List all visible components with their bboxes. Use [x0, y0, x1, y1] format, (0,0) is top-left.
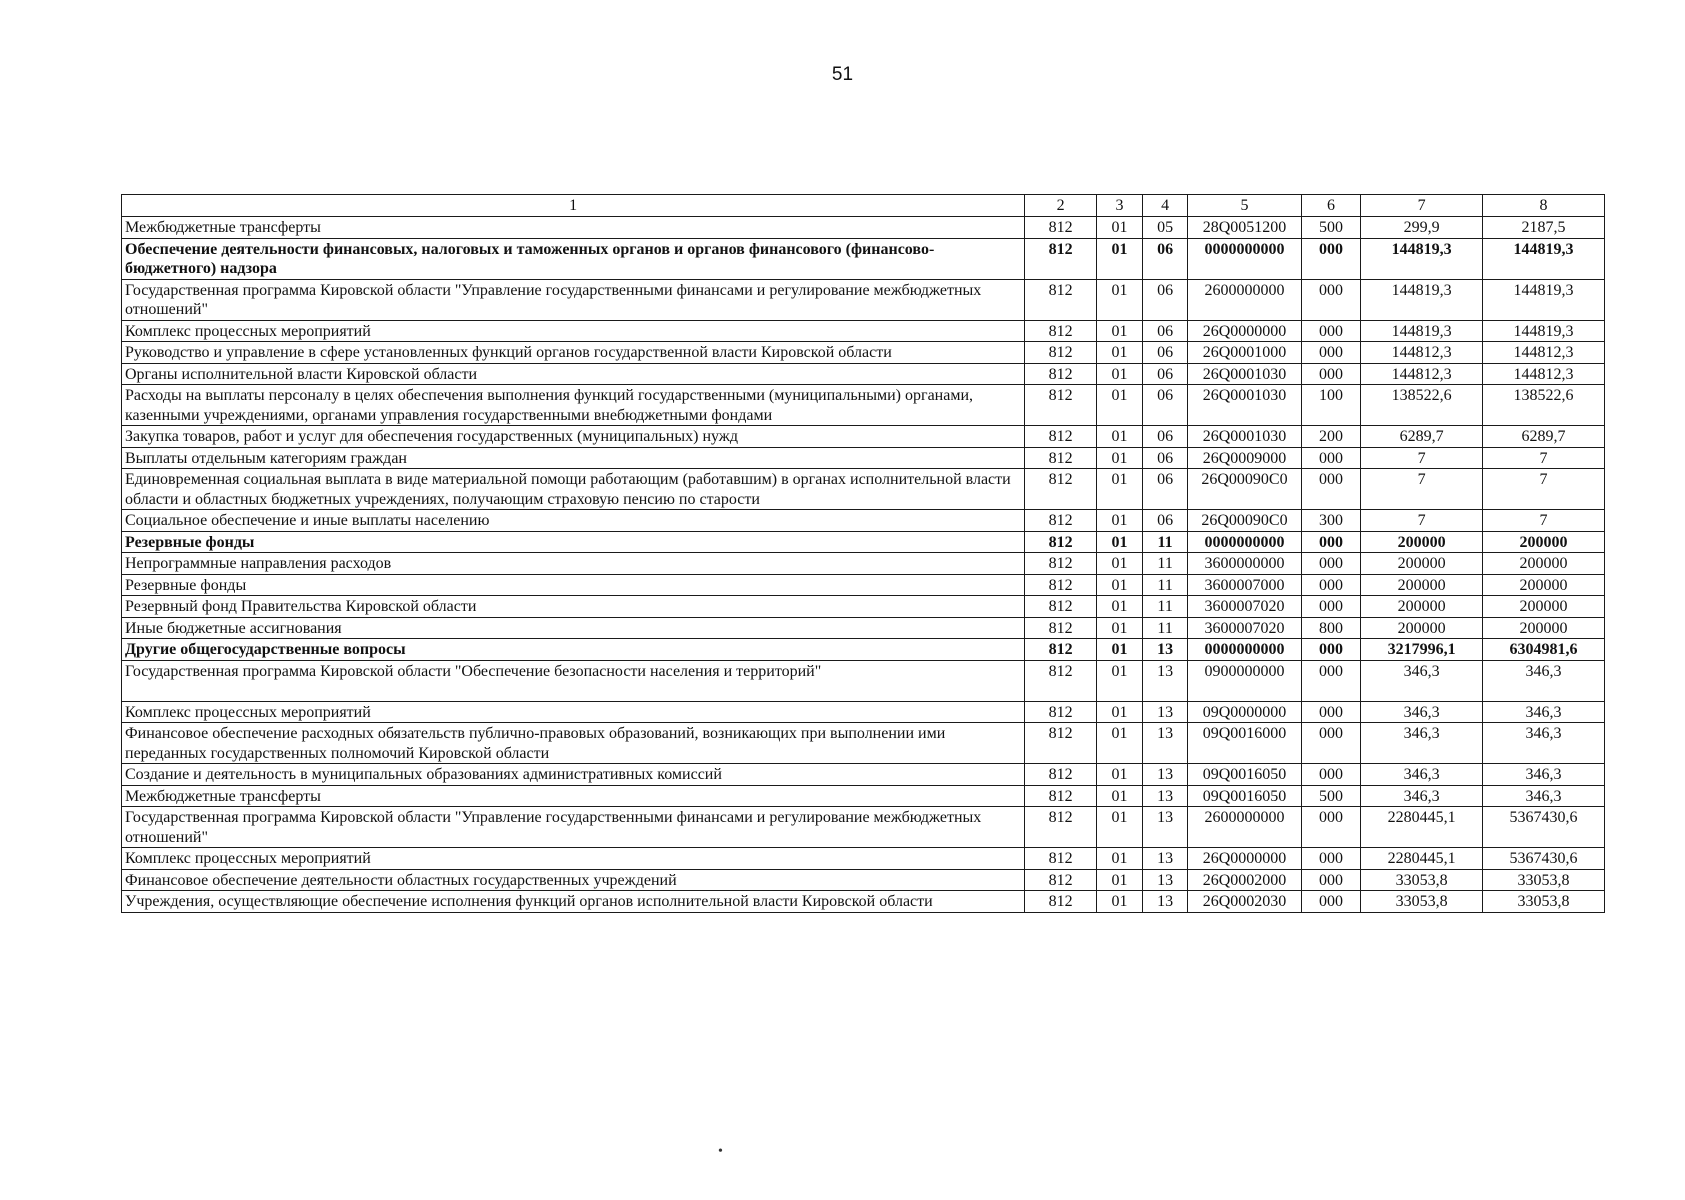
col-5-value: 09Q0016000 — [1188, 723, 1302, 764]
col-6-value: 800 — [1301, 617, 1360, 639]
col-3-value: 01 — [1097, 617, 1143, 639]
col-5-value: 3600000000 — [1188, 553, 1302, 575]
col-8-value: 144812,3 — [1483, 342, 1605, 364]
row-name: Межбюджетные трансферты — [122, 217, 1025, 239]
col-4-value: 13 — [1143, 660, 1188, 701]
col-3-value: 01 — [1097, 764, 1143, 786]
header-cell-8: 8 — [1483, 195, 1605, 217]
table-row — [122, 510, 1605, 532]
col-2-value: 812 — [1025, 469, 1097, 510]
row-name: Финансовое обеспечение расходных обязательств публично-правовых образований, возникающих при выполнении ими переданных государственных полномочий Кировской области — [122, 723, 1025, 764]
row-name: Единовременная социальная выплата в виде материальной помощи работающим (работавшим) в органах исполнительной власти области и областных бюджетных учреждениях, получающим страховую пенсию по старости — [122, 469, 1025, 510]
col-5-value: 0900000000 — [1188, 660, 1302, 701]
row-name: Создание и деятельность в муниципальных образованиях административных комиссий — [122, 764, 1025, 786]
col-3-value: 01 — [1097, 891, 1143, 913]
header-cell-3: 3 — [1097, 195, 1143, 217]
col-6-value: 000 — [1301, 238, 1360, 279]
col-7-value: 33053,8 — [1361, 891, 1483, 913]
col-5-value: 26Q00090C0 — [1188, 510, 1302, 532]
col-8-value: 346,3 — [1483, 785, 1605, 807]
col-7-value: 33053,8 — [1361, 869, 1483, 891]
scan-artifact: • — [718, 1144, 723, 1159]
header-cell-4: 4 — [1143, 195, 1188, 217]
row-name: Иные бюджетные ассигнования — [122, 617, 1025, 639]
table-row — [122, 385, 1605, 426]
col-6-value: 000 — [1301, 342, 1360, 364]
col-3-value: 01 — [1097, 869, 1143, 891]
col-4-value: 06 — [1143, 385, 1188, 426]
table-row — [122, 764, 1605, 786]
col-5-value: 09Q0000000 — [1188, 701, 1302, 723]
col-6-value: 500 — [1301, 217, 1360, 239]
col-8-value: 144819,3 — [1483, 320, 1605, 342]
col-6-value: 000 — [1301, 596, 1360, 618]
table-row — [122, 574, 1605, 596]
row-name: Органы исполнительной власти Кировской области — [122, 363, 1025, 385]
col-3-value: 01 — [1097, 723, 1143, 764]
col-8-value: 7 — [1483, 447, 1605, 469]
col-8-value: 6289,7 — [1483, 426, 1605, 448]
col-4-value: 06 — [1143, 279, 1188, 320]
col-3-value: 01 — [1097, 447, 1143, 469]
col-6-value: 200 — [1301, 426, 1360, 448]
col-2-value: 812 — [1025, 385, 1097, 426]
col-5-value: 26Q0000000 — [1188, 848, 1302, 870]
row-name: Государственная программа Кировской области "Управление государственными финансами и регулирование межбюджетных отношений" — [122, 279, 1025, 320]
row-name: Резервные фонды — [122, 574, 1025, 596]
col-8-value: 33053,8 — [1483, 869, 1605, 891]
table-row — [122, 848, 1605, 870]
col-7-value: 200000 — [1361, 596, 1483, 618]
col-8-value: 200000 — [1483, 531, 1605, 553]
col-6-value: 000 — [1301, 723, 1360, 764]
col-3-value: 01 — [1097, 363, 1143, 385]
table-row — [122, 807, 1605, 848]
col-6-value: 000 — [1301, 807, 1360, 848]
header-row — [122, 195, 1605, 217]
col-6-value: 000 — [1301, 320, 1360, 342]
col-5-value: 3600007020 — [1188, 596, 1302, 618]
col-8-value: 7 — [1483, 510, 1605, 532]
table-row — [122, 617, 1605, 639]
row-name: Резервные фонды — [122, 531, 1025, 553]
col-4-value: 11 — [1143, 596, 1188, 618]
table-row — [122, 660, 1605, 701]
col-2-value: 812 — [1025, 848, 1097, 870]
col-6-value: 000 — [1301, 891, 1360, 913]
table-row — [122, 217, 1605, 239]
table-row — [122, 553, 1605, 575]
col-2-value: 812 — [1025, 553, 1097, 575]
col-7-value: 346,3 — [1361, 660, 1483, 701]
col-7-value: 200000 — [1361, 553, 1483, 575]
col-8-value: 144819,3 — [1483, 279, 1605, 320]
col-4-value: 13 — [1143, 891, 1188, 913]
col-8-value: 144819,3 — [1483, 238, 1605, 279]
col-3-value: 01 — [1097, 320, 1143, 342]
col-4-value: 11 — [1143, 574, 1188, 596]
col-8-value: 200000 — [1483, 553, 1605, 575]
col-3-value: 01 — [1097, 639, 1143, 661]
col-6-value: 000 — [1301, 531, 1360, 553]
col-7-value: 346,3 — [1361, 764, 1483, 786]
row-name: Руководство и управление в сфере установленных функций органов государственной власти Кировской области — [122, 342, 1025, 364]
row-name: Межбюджетные трансферты — [122, 785, 1025, 807]
col-2-value: 812 — [1025, 869, 1097, 891]
col-5-value: 26Q0001030 — [1188, 426, 1302, 448]
col-4-value: 13 — [1143, 785, 1188, 807]
col-6-value: 000 — [1301, 848, 1360, 870]
col-5-value: 2600000000 — [1188, 279, 1302, 320]
col-4-value: 06 — [1143, 469, 1188, 510]
col-8-value: 5367430,6 — [1483, 807, 1605, 848]
col-6-value: 000 — [1301, 447, 1360, 469]
col-6-value: 000 — [1301, 660, 1360, 701]
col-2-value: 812 — [1025, 510, 1097, 532]
col-2-value: 812 — [1025, 531, 1097, 553]
table-row — [122, 785, 1605, 807]
col-3-value: 01 — [1097, 217, 1143, 239]
col-7-value: 144819,3 — [1361, 238, 1483, 279]
col-8-value: 2187,5 — [1483, 217, 1605, 239]
row-name: Закупка товаров, работ и услуг для обеспечения государственных (муниципальных) нужд — [122, 426, 1025, 448]
table-row — [122, 342, 1605, 364]
col-2-value: 812 — [1025, 238, 1097, 279]
col-4-value: 05 — [1143, 217, 1188, 239]
col-8-value: 346,3 — [1483, 723, 1605, 764]
col-7-value: 346,3 — [1361, 785, 1483, 807]
header-cell-6: 6 — [1301, 195, 1360, 217]
col-8-value: 346,3 — [1483, 701, 1605, 723]
col-4-value: 11 — [1143, 531, 1188, 553]
table-row — [122, 639, 1605, 661]
table-row — [122, 279, 1605, 320]
col-2-value: 812 — [1025, 320, 1097, 342]
col-7-value: 200000 — [1361, 531, 1483, 553]
col-7-value: 3217996,1 — [1361, 639, 1483, 661]
col-7-value: 346,3 — [1361, 701, 1483, 723]
col-8-value: 6304981,6 — [1483, 639, 1605, 661]
page-number: 51 — [831, 64, 854, 85]
col-2-value: 812 — [1025, 596, 1097, 618]
col-4-value: 06 — [1143, 447, 1188, 469]
col-8-value: 7 — [1483, 469, 1605, 510]
row-name: Комплекс процессных мероприятий — [122, 848, 1025, 870]
col-2-value: 812 — [1025, 426, 1097, 448]
col-8-value: 200000 — [1483, 596, 1605, 618]
col-7-value: 200000 — [1361, 574, 1483, 596]
col-5-value: 26Q0001030 — [1188, 385, 1302, 426]
col-2-value: 812 — [1025, 279, 1097, 320]
col-5-value: 26Q0009000 — [1188, 447, 1302, 469]
col-8-value: 5367430,6 — [1483, 848, 1605, 870]
col-3-value: 01 — [1097, 553, 1143, 575]
table-row — [122, 447, 1605, 469]
header-cell-2: 2 — [1025, 195, 1097, 217]
row-name: Комплекс процессных мероприятий — [122, 701, 1025, 723]
col-2-value: 812 — [1025, 342, 1097, 364]
col-2-value: 812 — [1025, 617, 1097, 639]
col-3-value: 01 — [1097, 531, 1143, 553]
col-3-value: 01 — [1097, 660, 1143, 701]
col-3-value: 01 — [1097, 510, 1143, 532]
col-4-value: 11 — [1143, 617, 1188, 639]
col-5-value: 26Q0001030 — [1188, 363, 1302, 385]
col-6-value: 000 — [1301, 363, 1360, 385]
col-8-value: 346,3 — [1483, 660, 1605, 701]
col-4-value: 06 — [1143, 342, 1188, 364]
col-3-value: 01 — [1097, 848, 1143, 870]
col-2-value: 812 — [1025, 639, 1097, 661]
col-7-value: 7 — [1361, 447, 1483, 469]
table-row — [122, 363, 1605, 385]
col-2-value: 812 — [1025, 217, 1097, 239]
col-3-value: 01 — [1097, 238, 1143, 279]
col-5-value: 26Q0000000 — [1188, 320, 1302, 342]
col-7-value: 2280445,1 — [1361, 807, 1483, 848]
table-row — [122, 596, 1605, 618]
col-3-value: 01 — [1097, 342, 1143, 364]
col-2-value: 812 — [1025, 891, 1097, 913]
col-2-value: 812 — [1025, 807, 1097, 848]
col-3-value: 01 — [1097, 785, 1143, 807]
col-5-value: 2600000000 — [1188, 807, 1302, 848]
row-name: Выплаты отдельным категориям граждан — [122, 447, 1025, 469]
col-6-value: 000 — [1301, 869, 1360, 891]
col-7-value: 346,3 — [1361, 723, 1483, 764]
col-8-value: 138522,6 — [1483, 385, 1605, 426]
header-cell-1: 1 — [122, 195, 1025, 217]
col-3-value: 01 — [1097, 385, 1143, 426]
table-row — [122, 869, 1605, 891]
row-name: Непрограммные направления расходов — [122, 553, 1025, 575]
col-7-value: 7 — [1361, 469, 1483, 510]
row-name: Социальное обеспечение и иные выплаты населению — [122, 510, 1025, 532]
col-2-value: 812 — [1025, 701, 1097, 723]
col-6-value: 000 — [1301, 469, 1360, 510]
col-2-value: 812 — [1025, 660, 1097, 701]
col-6-value: 000 — [1301, 764, 1360, 786]
col-7-value: 7 — [1361, 510, 1483, 532]
row-name: Комплекс процессных мероприятий — [122, 320, 1025, 342]
col-3-value: 01 — [1097, 701, 1143, 723]
col-8-value: 200000 — [1483, 574, 1605, 596]
col-6-value: 300 — [1301, 510, 1360, 532]
col-5-value: 28Q0051200 — [1188, 217, 1302, 239]
col-4-value: 13 — [1143, 723, 1188, 764]
col-4-value: 06 — [1143, 510, 1188, 532]
table-row — [122, 238, 1605, 279]
col-7-value: 2280445,1 — [1361, 848, 1483, 870]
row-name: Финансовое обеспечение деятельности областных государственных учреждений — [122, 869, 1025, 891]
row-name: Расходы на выплаты персоналу в целях обеспечения выполнения функций государственными (муниципальными) органами, казенными учреждениями, органами управления государственными внебюджетными фондами — [122, 385, 1025, 426]
col-5-value: 26Q0002030 — [1188, 891, 1302, 913]
col-8-value: 144812,3 — [1483, 363, 1605, 385]
table-row — [122, 426, 1605, 448]
col-2-value: 812 — [1025, 363, 1097, 385]
col-4-value: 13 — [1143, 869, 1188, 891]
col-5-value: 26Q00090C0 — [1188, 469, 1302, 510]
col-6-value: 000 — [1301, 701, 1360, 723]
col-7-value: 299,9 — [1361, 217, 1483, 239]
col-7-value: 144819,3 — [1361, 320, 1483, 342]
table-row — [122, 723, 1605, 764]
row-name: Обеспечение деятельности финансовых, налоговых и таможенных органов и органов финансового (финансово-бюджетного) надзора — [122, 238, 1025, 279]
col-5-value: 3600007000 — [1188, 574, 1302, 596]
col-4-value: 13 — [1143, 807, 1188, 848]
col-4-value: 06 — [1143, 320, 1188, 342]
col-6-value: 000 — [1301, 279, 1360, 320]
col-5-value: 3600007020 — [1188, 617, 1302, 639]
col-6-value: 000 — [1301, 553, 1360, 575]
col-6-value: 000 — [1301, 639, 1360, 661]
col-3-value: 01 — [1097, 279, 1143, 320]
col-8-value: 33053,8 — [1483, 891, 1605, 913]
table-row — [122, 320, 1605, 342]
row-name: Государственная программа Кировской области "Управление государственными финансами и регулирование межбюджетных отношений" — [122, 807, 1025, 848]
col-4-value: 06 — [1143, 426, 1188, 448]
col-3-value: 01 — [1097, 426, 1143, 448]
col-6-value: 100 — [1301, 385, 1360, 426]
row-name: Резервный фонд Правительства Кировской области — [122, 596, 1025, 618]
col-5-value: 26Q0002000 — [1188, 869, 1302, 891]
col-8-value: 200000 — [1483, 617, 1605, 639]
col-7-value: 144819,3 — [1361, 279, 1483, 320]
col-4-value: 11 — [1143, 553, 1188, 575]
col-4-value: 13 — [1143, 764, 1188, 786]
row-name: Другие общегосударственные вопросы — [122, 639, 1025, 661]
col-2-value: 812 — [1025, 447, 1097, 469]
row-name: Учреждения, осуществляющие обеспечение исполнения функций органов исполнительной власти Кировской области — [122, 891, 1025, 913]
col-4-value: 06 — [1143, 363, 1188, 385]
table-row — [122, 891, 1605, 913]
col-4-value: 06 — [1143, 238, 1188, 279]
col-4-value: 13 — [1143, 848, 1188, 870]
col-6-value: 000 — [1301, 574, 1360, 596]
row-name: Государственная программа Кировской области "Обеспечение безопасности населения и территорий" — [122, 660, 1025, 701]
col-5-value: 0000000000 — [1188, 531, 1302, 553]
col-7-value: 6289,7 — [1361, 426, 1483, 448]
col-7-value: 200000 — [1361, 617, 1483, 639]
col-2-value: 812 — [1025, 574, 1097, 596]
col-5-value: 09Q0016050 — [1188, 764, 1302, 786]
col-5-value: 09Q0016050 — [1188, 785, 1302, 807]
table-row — [122, 469, 1605, 510]
header-cell-5: 5 — [1188, 195, 1302, 217]
col-3-value: 01 — [1097, 807, 1143, 848]
table-row — [122, 531, 1605, 553]
col-4-value: 13 — [1143, 701, 1188, 723]
col-7-value: 144812,3 — [1361, 363, 1483, 385]
col-2-value: 812 — [1025, 764, 1097, 786]
budget-table — [121, 194, 1605, 913]
table-body — [122, 195, 1605, 913]
table-row — [122, 701, 1605, 723]
col-7-value: 144812,3 — [1361, 342, 1483, 364]
col-2-value: 812 — [1025, 785, 1097, 807]
col-4-value: 13 — [1143, 639, 1188, 661]
col-5-value: 0000000000 — [1188, 238, 1302, 279]
col-3-value: 01 — [1097, 469, 1143, 510]
col-3-value: 01 — [1097, 574, 1143, 596]
col-7-value: 138522,6 — [1361, 385, 1483, 426]
col-5-value: 0000000000 — [1188, 639, 1302, 661]
col-2-value: 812 — [1025, 723, 1097, 764]
col-8-value: 346,3 — [1483, 764, 1605, 786]
header-cell-7: 7 — [1361, 195, 1483, 217]
col-3-value: 01 — [1097, 596, 1143, 618]
col-5-value: 26Q0001000 — [1188, 342, 1302, 364]
col-6-value: 500 — [1301, 785, 1360, 807]
